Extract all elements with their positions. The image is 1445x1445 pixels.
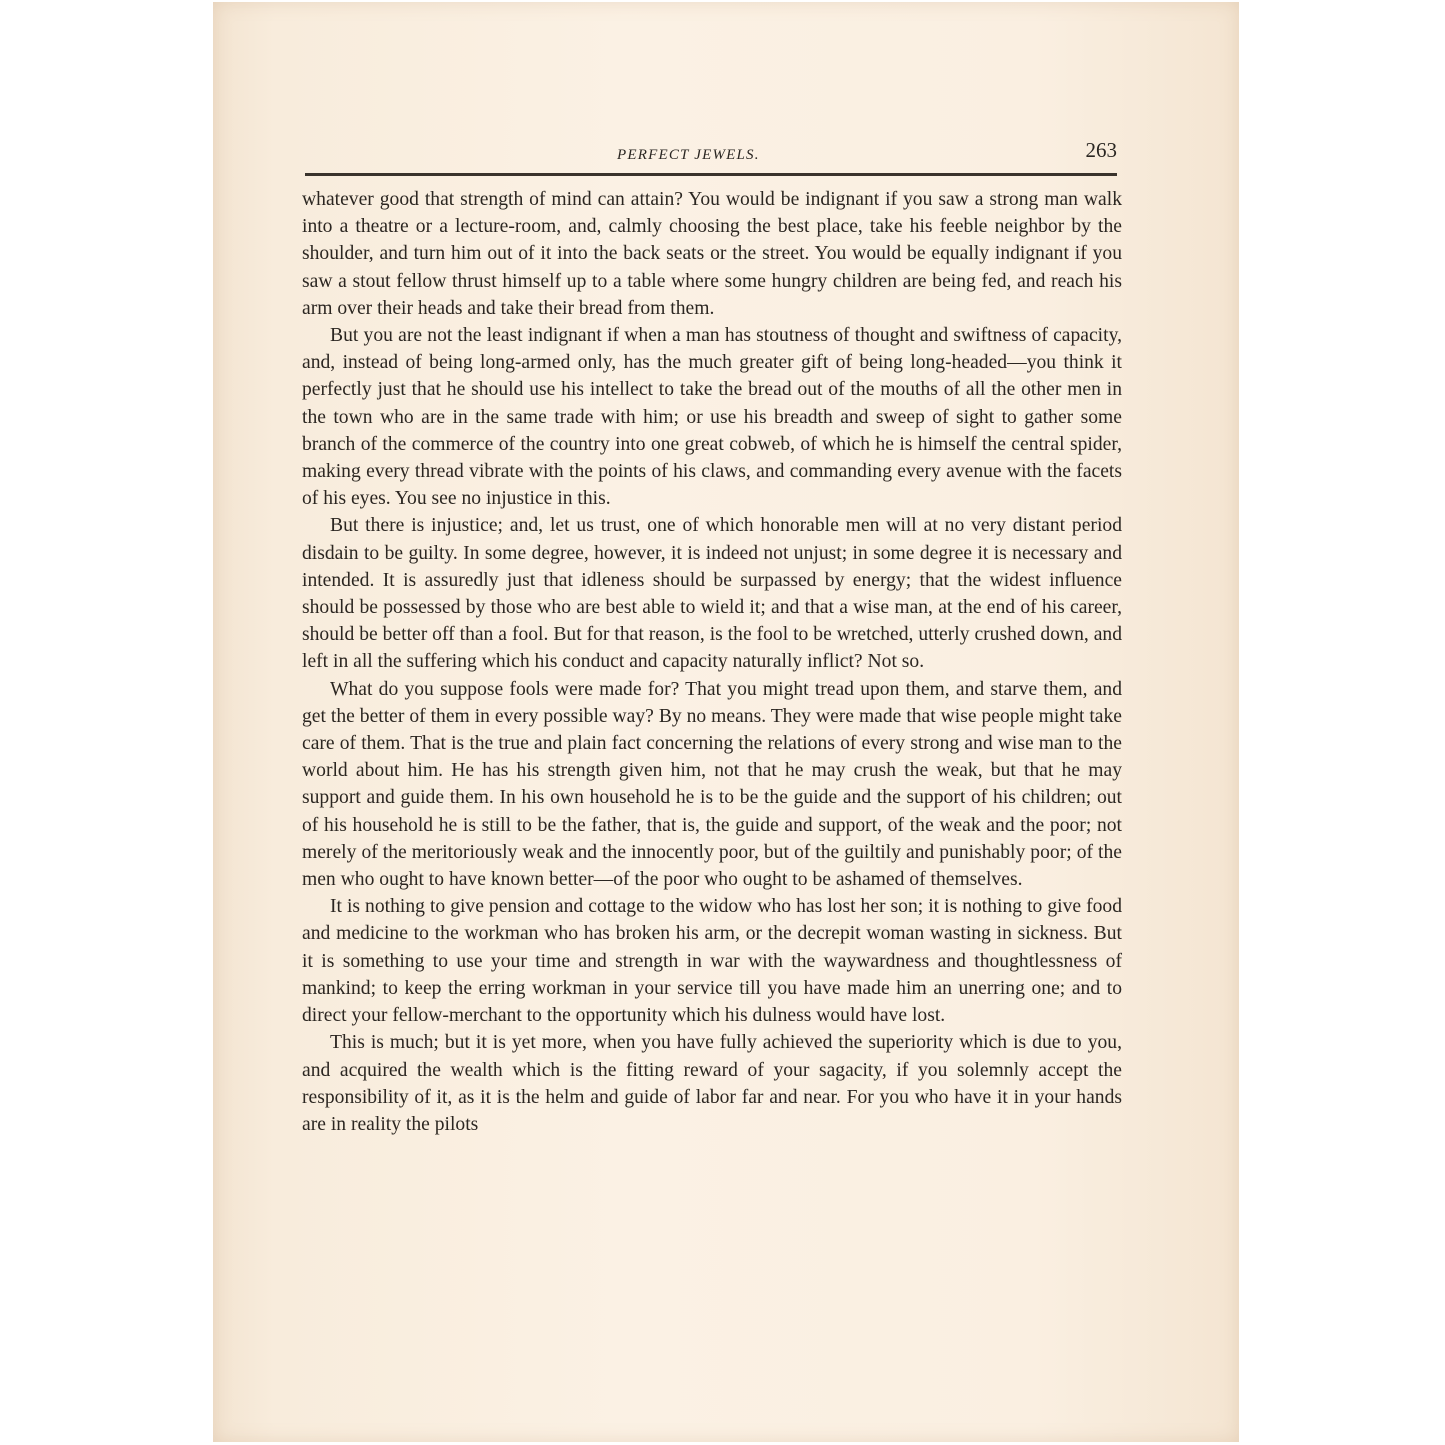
header-rule: [305, 173, 1117, 176]
paragraph-6: This is much; but it is yet more, when you have fully achieved the superiority which is due to you, and acquired the wealth which is the fitting reward of your sagacity, if you solemnly accept the responsibility of it, as it is the helm and guide of labor far and near. For you who have it in your hands are in reality the pilots: [302, 1032, 1122, 1135]
paragraph-2: But you are not the least indignant if when a man has stoutness of thought and swiftness of capacity, and, instead of being long-armed only, has the much greater gift of being long-headed—you think it perfectly just that he should use his intellect to take the bread out of the mouths of all the other men in the town who are in the same trade with him; or use his breadth and sweep of sight to gather some branch of the commerce of the country into one great cobweb, of which he is himself the central spider, making every thread vibrate with the points of his claws, and commanding every avenue with the facets of his eyes. You see no injustice in this.: [302, 325, 1122, 510]
page-number: 263: [1085, 138, 1117, 162]
book-page: [213, 2, 1239, 1442]
paragraph-4: What do you suppose fools were made for? That you might tread upon them, and starve them, and get the better of them in every possible way? By no means. They were made that wise people might take care of them. That is the true and plain fact concerning the relations of every strong and wise man to the world about him. He has his strength given him, not that he may crush the weak, but that he may support and guide them. In his own household he is to be the guide and the support of his children; out of his household he is still to be the father, that is, the guide and support, of the weak and the poor; not merely of the meritoriously weak and the innocently poor, but of the guiltily and punishably poor; of the men who ought to have known better—of the poor who ought to be ashamed of themselves.: [302, 678, 1122, 891]
paragraph-1: whatever good that strength of mind can attain? You would be indignant if you saw a strong man walk into a theatre or a lecture-room, and, calmly choosing the best place, take his feeble neighbor by the shoulder, and turn him out of it into the back seats or the street. You would be equally indignant if you saw a stout fellow thrust himself up to a table where some hungry children are being fed, and reach his arm over their heads and take their bread from them.: [302, 189, 1122, 319]
page-header: [305, 138, 1117, 172]
paragraph-5: It is nothing to give pension and cottage to the widow who has lost her son; it is nothing to give food and medicine to the workman who has broken his arm, or the decrepit woman wasting in sickness. But it is something to use your time and strength in war with the waywardness and thoughtlessness of mankind; to keep the erring workman in your service till you have made him an unerring one; and to direct your fellow-merchant to the opportunity which his dulness would have lost.: [302, 896, 1122, 1027]
paragraph-3: But there is injustice; and, let us trust, one of which honorable men will at no very distant period disdain to be guilty. In some degree, however, it is indeed not unjust; in some degree it is necessary and intended. It is assuredly just that idleness should be surpassed by energy; that the widest influence should be possessed by those who are best able to wield it; and that a wise man, at the end of his career, should be better off than a fool. But for that reason, is the fool to be wretched, utterly crushed down, and left in all the suffering which his conduct and capacity naturally inflict? Not so.: [302, 515, 1122, 673]
running-head: PERFECT JEWELS.: [617, 147, 760, 163]
body-text: [302, 186, 1122, 1138]
